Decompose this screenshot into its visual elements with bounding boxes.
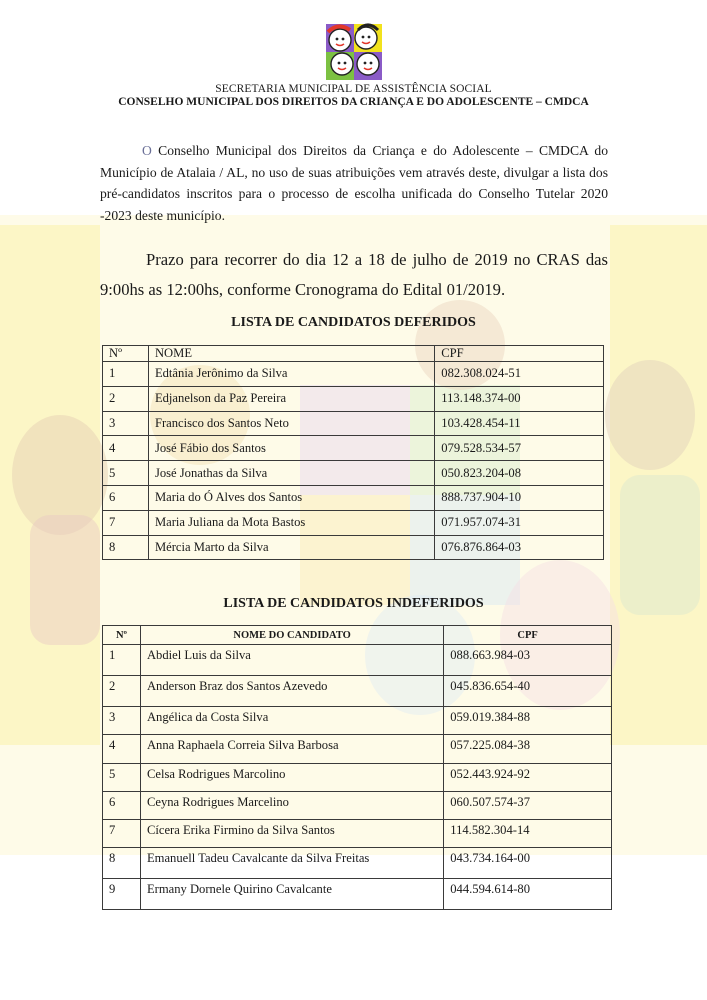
table-row: [103, 791, 612, 819]
table-row: [103, 735, 612, 763]
indeferidos-table: [102, 625, 612, 910]
row-number: 5: [103, 763, 141, 791]
row-number: 8: [103, 848, 141, 879]
candidate-cpf: 071.957.074-31: [435, 510, 604, 535]
candidate-name: Angélica da Costa Silva: [140, 707, 443, 735]
column-header-number: Nº: [103, 346, 149, 362]
candidate-cpf: 052.443.924-92: [444, 763, 612, 791]
candidate-name: Anderson Braz dos Santos Azevedo: [140, 676, 443, 707]
indeferidos-title: LISTA DE CANDIDATOS INDEFERIDOS: [223, 596, 484, 611]
intro-text: Conselho Municipal dos Direitos da Criança e do Adolescente – CMDCA do Município de Atalaia / AL, no uso de suas atribuições vem através deste, divulgar a lista dos pré-candidatos inscritos para o processo de escolha unificada do Conselho Tutelar 2020 -2023 deste município.: [100, 143, 608, 223]
deferidos-title: LISTA DE CANDIDATOS DEFERIDOS: [231, 315, 476, 330]
candidate-name: Cícera Erika Firmino da Silva Santos: [140, 820, 443, 848]
prazo-paragraph: Prazo para recorrer do dia 12 a 18 de julho de 2019 no CRAS das 9:00hs as 12:00hs, conforme Cronograma do Edital 01/2019.: [100, 250, 608, 299]
candidate-name: Edtânia Jerônimo da Silva: [148, 362, 434, 387]
candidate-cpf: 060.507.574-37: [444, 791, 612, 819]
table-header-row: [103, 346, 604, 362]
row-number: 2: [103, 676, 141, 707]
candidate-name: Edjanelson da Paz Pereira: [148, 386, 434, 411]
column-header-name: NOME DO CANDIDATO: [140, 626, 443, 645]
candidate-name: Mércia Marto da Silva: [148, 535, 434, 560]
column-header-cpf: CPF: [435, 346, 604, 362]
column-header-name: NOME: [148, 346, 434, 362]
table-row: [103, 386, 604, 411]
table-row: [103, 820, 612, 848]
candidate-name: José Fábio dos Santos: [148, 436, 434, 461]
candidate-cpf: 079.528.534-57: [435, 436, 604, 461]
candidate-name: Ermany Dornele Quirino Cavalcante: [140, 879, 443, 910]
candidate-cpf: 043.734.164-00: [444, 848, 612, 879]
row-number: 6: [103, 485, 149, 510]
row-number: 5: [103, 461, 149, 486]
row-number: 4: [103, 436, 149, 461]
row-number: 3: [103, 411, 149, 436]
candidate-cpf: 050.823.204-08: [435, 461, 604, 486]
row-number: 8: [103, 535, 149, 560]
candidate-cpf: 057.225.084-38: [444, 735, 612, 763]
row-number: 4: [103, 735, 141, 763]
row-number: 3: [103, 707, 141, 735]
row-number: 6: [103, 791, 141, 819]
table-row: [103, 676, 612, 707]
table-row: [103, 535, 604, 560]
column-header-number: Nº: [103, 626, 141, 645]
cmdca-logo: [318, 18, 390, 84]
table-row: [103, 485, 604, 510]
candidate-cpf: 045.836.654-40: [444, 676, 612, 707]
table-row: [103, 461, 604, 486]
candidate-cpf: 059.019.384-88: [444, 707, 612, 735]
table-row: [103, 510, 604, 535]
candidate-name: Abdiel Luis da Silva: [140, 645, 443, 676]
row-number: 2: [103, 386, 149, 411]
row-number: 7: [103, 510, 149, 535]
candidate-name: José Jonathas da Silva: [148, 461, 434, 486]
row-number: 7: [103, 820, 141, 848]
intro-first-letter: O: [142, 143, 152, 158]
candidate-cpf: 088.663.984-03: [444, 645, 612, 676]
candidate-cpf: 114.582.304-14: [444, 820, 612, 848]
candidate-cpf: 076.876.864-03: [435, 535, 604, 560]
table-row: [103, 362, 604, 387]
deferidos-table: [102, 345, 604, 560]
candidate-cpf: 082.308.024-51: [435, 362, 604, 387]
table-header-row: [103, 626, 612, 645]
row-number: 1: [103, 362, 149, 387]
secretaria-heading: SECRETARIA MUNICIPAL DE ASSISTÊNCIA SOCIAL: [215, 83, 492, 95]
row-number: 9: [103, 879, 141, 910]
column-header-cpf: CPF: [444, 626, 612, 645]
table-row: [103, 879, 612, 910]
candidate-name: Emanuell Tadeu Cavalcante da Silva Freitas: [140, 848, 443, 879]
table-row: [103, 848, 612, 879]
table-row: [103, 411, 604, 436]
candidate-cpf: 113.148.374-00: [435, 386, 604, 411]
candidate-cpf: 044.594.614-80: [444, 879, 612, 910]
table-row: [103, 707, 612, 735]
table-row: [103, 645, 612, 676]
candidate-name: Anna Raphaela Correia Silva Barbosa: [140, 735, 443, 763]
intro-paragraph: [100, 140, 608, 226]
table-row: [103, 763, 612, 791]
candidate-cpf: 888.737.904-10: [435, 485, 604, 510]
row-number: 1: [103, 645, 141, 676]
candidate-name: Celsa Rodrigues Marcolino: [140, 763, 443, 791]
table-row: [103, 436, 604, 461]
conselho-heading: CONSELHO MUNICIPAL DOS DIREITOS DA CRIANÇA E DO ADOLESCENTE – CMDCA: [118, 96, 589, 108]
candidate-name: Francisco dos Santos Neto: [148, 411, 434, 436]
candidate-name: Ceyna Rodrigues Marcelino: [140, 791, 443, 819]
candidate-name: Maria do Ó Alves dos Santos: [148, 485, 434, 510]
candidate-cpf: 103.428.454-11: [435, 411, 604, 436]
candidate-name: Maria Juliana da Mota Bastos: [148, 510, 434, 535]
